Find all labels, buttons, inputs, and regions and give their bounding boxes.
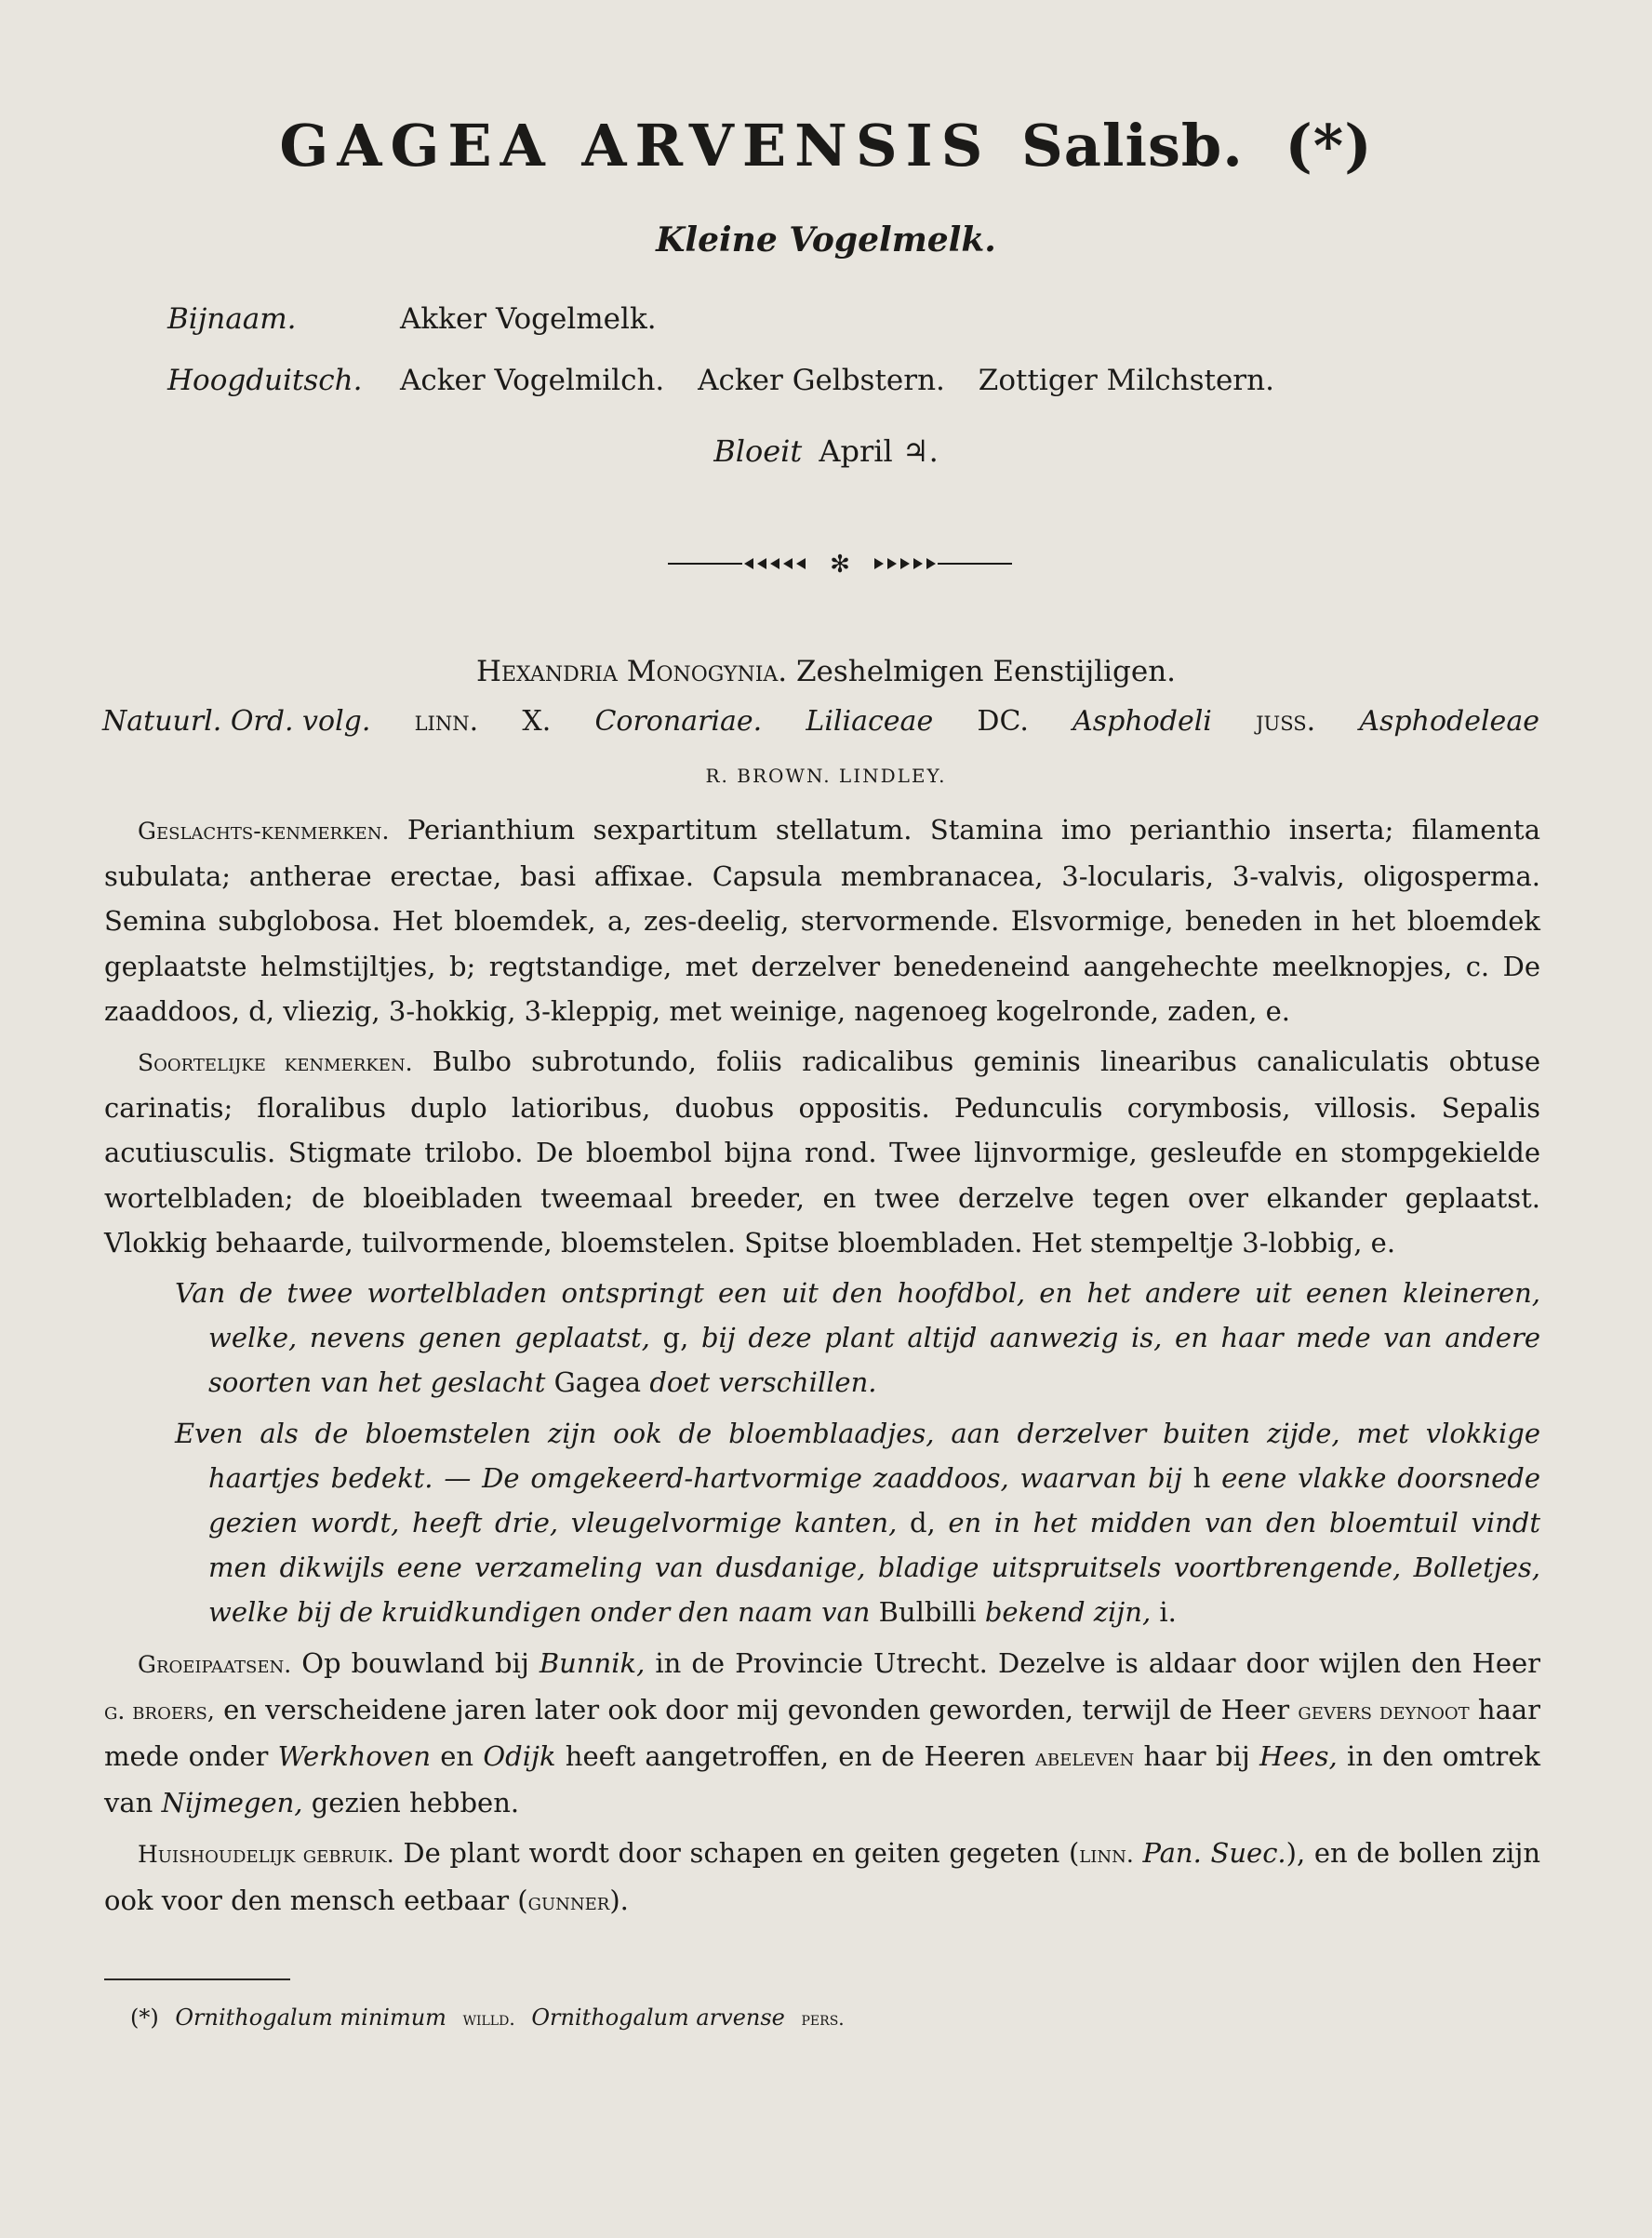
ornament-divider — [668, 550, 1012, 578]
order-number: X. — [522, 705, 552, 738]
section-text: Bulbo subrotundo, foliis radicalibus geminis linearibus canaliculatis obtuse carinatis; floralibus duplo latioribus, duobus oppositis. Pedunculis corymbosis, villosis. Sepalis acutiusculis. Stigmate trilobo. De bloembol bijna rond. Twee lijnvormige, gesleufde en stompgekielde wortelbladen; de bloeibladen tweemaal breeder, en twee derzelve tegen over elkander geplaatst. Vlokkig behaarde, tuilvormende, bloemstelen. Spitse bloembladen. Het stempeltje 3-lobbig, e. — [104, 1046, 1540, 1259]
note-paragraph — [175, 1411, 1540, 1635]
title-author: Salisb. — [1020, 112, 1244, 180]
names-row-bijnaam — [167, 288, 1299, 350]
names-values — [400, 302, 681, 336]
section-text: Perianthium sexpartitum stellatum. Stamina imo perianthio inserta; filamenta subulata; antherae erectae, basi affixae. Capsula membranacea, 3-locularis, 3-valvis, oligosperma. Semina subglobosa. Het bloemdek, a, zes-deelig, stervormende. Elsvormige, beneden in het bloemdek geplaatste helmstijltjes, b; regtstandige, met derzelver benedeneind aangehechte meelknopjes, c. De zaaddoos, d, vliezig, 3-hokkig, 3-kleppig, met weinige, nagenoeg kogelronde, zaden, e. — [104, 814, 1540, 1027]
names-values — [400, 364, 1299, 397]
names-label: Bijnaam. — [167, 302, 297, 336]
section-text: heeft aangetroffen, en de Heeren — [565, 1740, 1026, 1773]
section-text: en verscheidene jaren later ook door mij gevonden geworden, terwijl de Heer — [223, 1693, 1290, 1725]
order-label: Natuurl. Ord. volg. — [102, 705, 371, 738]
term: Bulbilli — [878, 1596, 977, 1629]
flowering-line — [0, 433, 1652, 469]
note-text: en in het midden van den bloemtuil vindt men dikwijls eene verzameling van dusdanige, bladige uitspruitsels voortbrengende, Bolletjes, welke bij de kruidkundigen onder den naam van — [208, 1507, 1541, 1629]
synonym: Ornithogalum minimum — [175, 2005, 446, 2031]
common-name: Kleine Vogelmelk. — [656, 220, 996, 260]
section-text: ), en de bollen zijn ook voor den mensch eetbaar ( — [104, 1837, 1541, 1916]
figure-ref: i. — [1159, 1596, 1177, 1629]
footnote — [130, 2005, 845, 2031]
section-text: ). — [609, 1884, 629, 1916]
names-row-hoogduitsch — [167, 350, 1299, 411]
author-name: linn. — [1079, 1841, 1134, 1869]
synonym-author: willd. — [462, 2007, 515, 2030]
class-name: Hexandria Monogynia. — [475, 655, 788, 688]
order-name: Coronariae. — [594, 705, 763, 738]
section-heading: Geslachts-kenmerken. — [138, 818, 390, 845]
figure-ref: d, — [909, 1507, 936, 1539]
place-name: Hees, — [1259, 1740, 1338, 1773]
place-name: Werkhoven — [277, 1740, 432, 1773]
work-title: Pan. Suec. — [1142, 1837, 1286, 1870]
place-name: Nijmegen, — [161, 1787, 303, 1819]
person-name: g. broers, — [104, 1697, 215, 1725]
title-genus: GAGEA ARVENSIS — [279, 112, 992, 180]
person-name: abeleven — [1034, 1744, 1135, 1772]
note-text: bij deze plant altijd aanwezig is, en haar mede van andere soorten van het geslacht — [208, 1322, 1540, 1399]
order-tribe: Asphodeleae — [1359, 705, 1539, 738]
flowering-value: April ♃. — [819, 433, 939, 469]
species-characters — [104, 1039, 1540, 1265]
description-body — [104, 807, 1540, 1930]
order-author: linn. — [414, 705, 479, 738]
vernacular-names — [167, 288, 1299, 411]
synonym: Ornithogalum arvense — [531, 2005, 785, 2031]
note-paragraph — [175, 1271, 1540, 1405]
genus-name: Gagea — [553, 1366, 642, 1399]
section-text: in de Provincie Utrecht. Dezelve is aldaar door wijlen den Heer — [655, 1646, 1541, 1679]
section-heading: Soortelijke kenmerken. — [138, 1049, 413, 1077]
note-text: Van de twee wortelbladen ontspringt een uit den hoofdbol, en het andere uit eenen kleineren, welke, nevens genen geplaatst, — [175, 1277, 1540, 1354]
section-text: haar bij — [1143, 1740, 1250, 1773]
person-name: gevers deynoot — [1298, 1697, 1470, 1725]
section-text: gezien hebben. — [311, 1787, 520, 1819]
note-text: eene vlakke doorsnede gezien wordt, heeft drie, vleugelvormige kanten, — [208, 1461, 1541, 1539]
page-title — [0, 112, 1652, 180]
section-text: en — [440, 1740, 474, 1773]
order-author: DC. — [977, 705, 1029, 738]
figure-ref: g, — [662, 1322, 689, 1354]
names-value: Akker Vogelmelk. — [400, 302, 657, 336]
names-label: Hoogduitsch. — [167, 364, 363, 397]
footnote-mark: (*) — [130, 2005, 159, 2031]
genus-characters — [104, 807, 1540, 1033]
place-name: Odijk — [483, 1740, 556, 1773]
section-text: haar mede onder — [104, 1693, 1541, 1773]
names-value: Zottiger Milchstern. — [978, 364, 1274, 397]
names-value: Acker Gelbstern. — [698, 364, 945, 397]
section-text: in den omtrek van — [104, 1740, 1541, 1819]
order-author: juss. — [1256, 705, 1316, 738]
section-heading: Huishoudelijk gebruik. — [138, 1841, 394, 1869]
flowering-label: Bloeit — [713, 433, 803, 469]
note-text: doet verschillen. — [649, 1366, 877, 1399]
usage-paragraph — [104, 1831, 1540, 1924]
note-text: bekend zijn, — [984, 1596, 1152, 1629]
classification-order — [102, 705, 1539, 738]
author-name: gunner — [527, 1887, 610, 1915]
section-text: Op bouwland bij — [301, 1646, 529, 1679]
class-translation: Zeshelmigen Eenstijligen. — [796, 655, 1177, 688]
svg-text:✻: ✻ — [830, 551, 850, 578]
order-tribe: Asphodeli — [1072, 705, 1212, 738]
footnote-rule — [104, 1978, 290, 1980]
place-name: Bunnik, — [539, 1646, 646, 1679]
title-footnote-mark: (*) — [1285, 112, 1373, 180]
section-text: De plant wordt door schapen en geiten gegeten ( — [403, 1837, 1080, 1870]
figure-ref: h — [1192, 1461, 1211, 1494]
section-heading: Groeipaatsen. — [138, 1650, 292, 1678]
classification-authors: R. BROWN. LINDLEY. — [705, 765, 947, 787]
note-text: Even als de bloemstelen zijn ook de bloemblaadjes, aan derzelver buiten zijde, met vlokkige haartjes bedekt. — De omgekeerd-hartvormige zaaddoos, waarvan bij — [175, 1417, 1540, 1494]
names-value: Acker Vogelmilch. — [400, 364, 665, 397]
order-family: Liliaceae — [806, 705, 934, 738]
classification-class — [0, 655, 1652, 688]
synonym-author: pers. — [801, 2007, 845, 2030]
habitat-paragraph — [104, 1641, 1540, 1826]
